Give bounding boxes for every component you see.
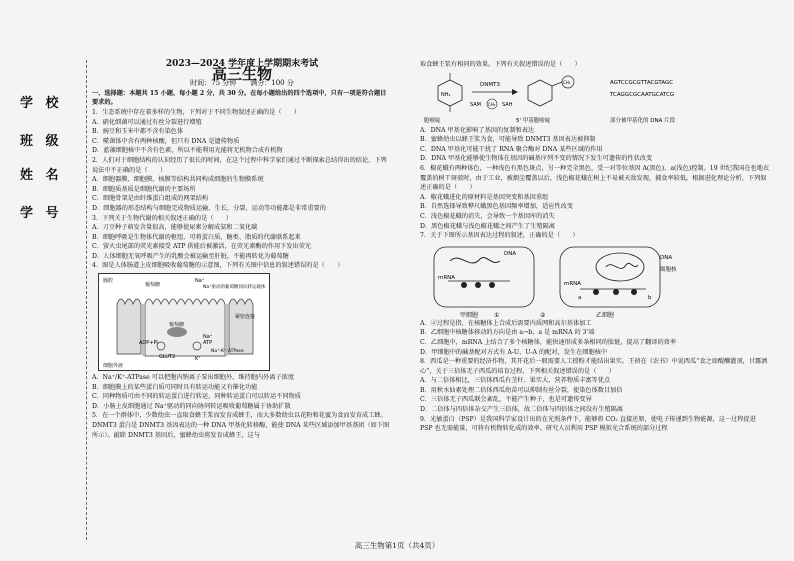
question-4: 4．图是人体肠道上皮细胞吸收葡萄糖的示意图，下列有关图中信息的叙述错误的是（ ） <box>92 262 344 270</box>
fig4-glut-label: GLUT2 <box>159 354 176 361</box>
q7-option-d: D．甲细胞中的碱基配对方式有 A-U、U-A 的配对，发生在细胞核中 <box>420 348 608 356</box>
fig4-sglt-label: Na⁺驱动的葡萄糖同向转运载体 <box>203 285 266 291</box>
q7-option-a: A．②过程是指，在核糖体上合成后需要内质网和高尔基体加工 <box>420 319 592 327</box>
fig4-atp-label: ATP <box>203 340 213 347</box>
q1-option-d: D．蓝藻细胞核中不含有色素，所以不能利用光能将无机物合成有机物 <box>92 147 283 155</box>
q4-option-b: B．细胞膜上的某些蛋白质可同时具有转运功能又有催化功能 <box>92 383 258 391</box>
q6-option-b: B．自然选择导致桦尺蛾黑色基因频率增加，适应性改变 <box>420 203 574 211</box>
exam-title: 2023—2024 学年度上学期期末考试 <box>165 59 319 69</box>
dna-methylation-diagram <box>420 70 770 126</box>
fig4-na2-label: Na⁺ <box>203 334 213 341</box>
question-5: 5．在一个群体中，少数幼虫一直取食蜂王浆而发育成蜂王，而大多数幼虫以花粉和花蜜为食而发育成工蜂。DNMT3 蛋白是 DNMT3 基因表达的一种 DNA 甲基化转移酶，能使 DNA 某些区域添加甲基基团（如下图所示）。敲除 DNMT3 基因后，蜜蜂幼虫将发育成蜂王，这与 <box>92 412 390 439</box>
fig4-pump-label: Na⁺-K⁺ ATPase <box>211 349 244 355</box>
q8-option-d: D．二倍体与四倍体杂交产生三倍体，故二倍体与四倍体之间没有生殖隔离 <box>420 406 623 414</box>
right-column <box>420 60 770 434</box>
subject-title: 高三生物 <box>211 64 272 83</box>
class-label: 班 级 <box>20 134 63 149</box>
q2-option-a: A．细胞器膜、细胞膜、核膜等结构共同构成细胞的生物膜系统 <box>92 176 264 184</box>
glucose-transport-diagram <box>99 274 269 370</box>
fig7-dna1-label: DNA <box>504 250 517 257</box>
q1-option-b: B．豌豆和玉米中都不含有染色体 <box>92 128 184 136</box>
fig7-a-label: a <box>578 294 582 301</box>
question-2: 2．人们对于细胞结构的认识经历了很长的时间，在这个过程中科学家们通过不断探索总结得出的结论，下列说法中不正确的是（ ） <box>92 156 387 174</box>
q8-option-c: C．三倍体无子西瓜联会紊乱，不能产生种子，也是可遗传变异 <box>420 396 592 404</box>
svg-text:NH₂: NH₂ <box>441 91 451 98</box>
id-label: 学 号 <box>20 206 63 221</box>
q1-option-a: A．硝化细菌可以通过有丝分裂进行增殖 <box>92 118 202 126</box>
q8-option-b: B．用秋水仙素处理二倍体西瓜幼苗可以抑制有丝分裂，使染色体数目加倍 <box>420 386 623 394</box>
question-8: 8．西瓜是一种重要的经济作物，其开花后一般需要人工授粉才能结出果实。王祯在《农书》中说西瓜“食之如醍醐灌顶，甘露洒心”，关于三倍体无子西瓜的培育过程，下列相关叙述错误的是（ ） <box>420 358 768 375</box>
q4-option-a: A．Na⁺/K⁺-ATPase 可以把胞内钠离子泵出细胞外，维持胞内外离子浓度 <box>92 374 295 382</box>
name-label: 姓 名 <box>20 168 63 183</box>
fig5-enzyme-label: DNMT3 <box>480 81 500 88</box>
fig4-k-label: K⁺ <box>195 356 201 363</box>
q5-option-b: B．蜜蜂幼虫以蜂王浆为食，可能导致 DNMT3 基因表达被抑制 <box>420 136 596 144</box>
question-3: 3．下列关于生物代谢的相关叙述正确的是（ ） <box>92 214 233 222</box>
q7-option-c: C．乙细胞中，mRNA 上结合了多个核糖体，能快速形成多条相同的肽链，提高了翻译的效率 <box>420 338 677 346</box>
q8-option-a: A．与二倍体相比，三倍体西瓜有茎秆、果实大、营养物质丰富等优点 <box>420 377 611 385</box>
fig5-sah-label: SAH <box>502 101 513 108</box>
fig4-na-label: Na⁺ <box>195 278 205 285</box>
q3-option-b: B．细胞呼吸是生物体代谢的枢纽，可将蛋白质、糖类、脂质的代谢联系起来 <box>92 233 301 241</box>
fig7-mrna1-label: mRNA <box>438 274 456 281</box>
q7-option-b: B．乙细胞中核糖体移动的方向是由 a→b，a 是 mRNA 的 3'端 <box>420 329 595 337</box>
fig5-fragment-label: 部分被甲基化的 DNA 片段 <box>610 117 676 124</box>
section-heading: 一、选择题：本题共 15 小题，每小题 2 分，共 30 分。在每小题给出的四个选项中，只有一项是符合题目要求的。 <box>92 89 387 107</box>
gene-expression-diagram <box>420 241 770 319</box>
question-9: 9．光敏蛋白（PSP）是我国科学家设计出的在光照条件下，能够将 CO₂ 直接还原，使电子传递到生物能源，这一过程促进 PSP 也无需能量，可将有机物转化成的效率。研究人员利用 PSP 模拟光合系统的部分过程 <box>420 415 756 433</box>
question-7: 7．关于下图所示基因表达过程的叙述，正确的是（ ） <box>420 232 579 240</box>
q3-option-c: C．萤火虫尾部的荧光素接受 ATP 供能后被激活，在荧光素酶的作用下发出荧光 <box>92 243 312 251</box>
q3-option-a: A．刀豆种子萌发含量很高，能够使尿素分解成氨和二氧化碳 <box>92 224 258 232</box>
gene-expression-figure <box>420 241 770 319</box>
fig5-methylcytosine-label: 5' 甲基胞嘧啶 <box>516 117 551 124</box>
fig5-ch3-label-2: CH₃ <box>563 79 571 85</box>
q2-option-b: B．细胞质基质是细胞代谢的主要场所 <box>92 185 196 193</box>
fig4-glucose-label: 葡萄糖 <box>145 282 161 289</box>
question-6: 6．椒花蛾有两种体色，一种浅色有黑色斑点，另一种完全黑色，受一对等位基因 A(黑色)、a(浅色)控制。19 世纪我国在也地衣覆盖的树干斑驳时，由于工业，被烟尘覆盖以后，浅色椒花蛾在树上不易被天敌发现，捕食率较低。根据进化理论分析，下列叙述正确的是（ ） <box>420 164 770 192</box>
q1-option-c: C．噬菌体中含有两种核酸，但只有 DNA 是遗传物质 <box>92 137 240 145</box>
fig4-junction-label: 紧密连接 <box>235 314 256 321</box>
q2-option-d: D．细胞器的形态结构与细胞完成物质运输、生长、分裂、运动等功能都是非常重要的 <box>92 204 326 212</box>
seal-line <box>86 60 87 540</box>
fig7-dna2-label: DNA <box>660 254 673 261</box>
q3-option-d: D．人体细胞无氧呼吸产生的乳酸会被运输至肝脏，不能再转化为葡萄糖 <box>92 252 289 260</box>
q4-option-c: C．同种物质可由不同的转运蛋白进行转运，同种转运蛋白可以转运不同物质 <box>92 393 301 401</box>
fig5-cytosine-label: 胞嘧啶 <box>424 117 441 124</box>
q5-option-d: D．DNA 甲基化能够使生物体在基因的碱基序列不变的情况下发生可遗传的性状改变 <box>420 155 653 163</box>
fig7-nucleus-label: 细胞核 <box>660 266 677 273</box>
fig5-seq-bottom: TCAGGCGCAATGCATCG <box>610 91 675 98</box>
school-label: 学 校 <box>20 96 63 111</box>
question-5-continued: 取食蜂王浆有相同的效果。下列有关叙述错误的是（ ） <box>420 61 581 68</box>
glucose-transport-figure <box>98 273 270 371</box>
fig7-mrna2-label: mRNA <box>564 280 582 287</box>
fig4-glucose2-label: 葡萄糖 <box>169 322 185 329</box>
question-1: 1．生态系统中存在着多样的生物，下列对于不同生物叙述正确的是（ ） <box>92 108 301 116</box>
fig7-cell-a-label: 甲细胞 <box>460 311 479 319</box>
fig7-step2-label: ② <box>540 311 546 319</box>
q6-option-c: C．浅色椒花蛾的消失，会导致一个基因库的消失 <box>420 212 555 220</box>
q5-option-a: A．DNA 甲基化影响了基因的复制和表达 <box>420 126 535 134</box>
exam-meta: 时间：75 分钟 满分：100 分 <box>190 79 294 88</box>
fig7-step1-label: ① <box>494 311 500 319</box>
left-column <box>92 60 392 440</box>
fig5-seq-top: AGTCCGCGTTACGTAGC <box>610 79 674 86</box>
fig7-cell-b-label: 乙细胞 <box>596 311 615 319</box>
fig4-lumen-label: 肠腔 <box>103 278 114 285</box>
q6-option-d: D．黑色椒花蛾与浅色椒花蛾之间产生了生殖隔离 <box>420 222 555 230</box>
fig4-adp-label: ADP+Pi <box>139 340 158 347</box>
fig5-sam-label: SAM <box>470 101 482 108</box>
dna-methylation-figure <box>420 70 770 126</box>
q5-option-c: C．DNA 甲基化可能干扰了 RNA 聚合酶对 DNA 某些区域的作用 <box>420 145 603 153</box>
q4-option-d: D．小肠上皮细胞通过 Na⁺驱动的同向协同转运吸收葡萄糖属于协助扩散 <box>92 402 291 410</box>
q2-option-c: C．细胞骨架是由纤维蛋白组成的网架结构 <box>92 195 209 203</box>
fig5-ch3-label: CH₃ <box>488 101 496 107</box>
fig7-b-label: b <box>648 294 652 301</box>
page-footer: 高三生物第1页（共4页） <box>354 541 440 550</box>
q6-option-a: A．椒花蛾进化的原材料是基因突变和基因重组 <box>420 193 549 201</box>
fig4-outside-label: 细胞外液 <box>103 363 124 370</box>
